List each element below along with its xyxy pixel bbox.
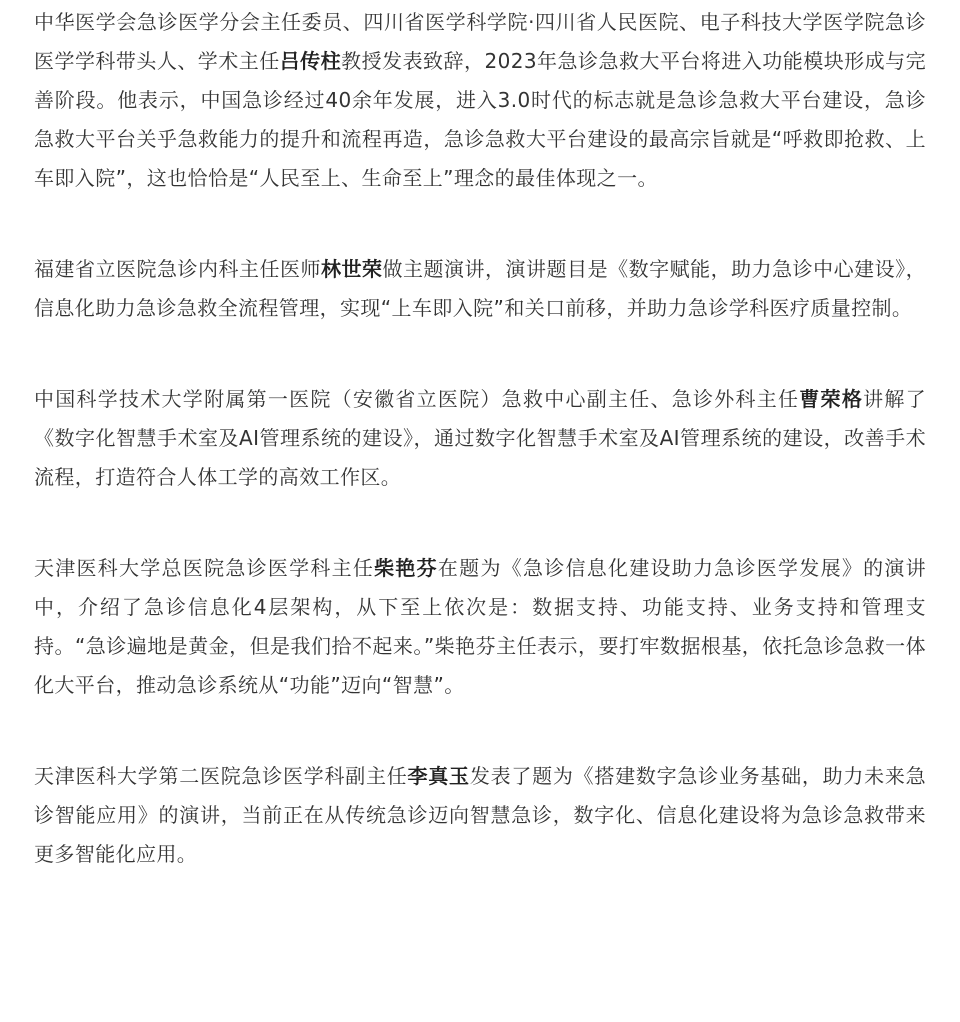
speaker-name: 林世荣	[321, 257, 383, 281]
paragraph-chai-yanfen	[34, 549, 926, 705]
paragraph-text: 天津医科大学总医院急诊医学科主任	[34, 556, 375, 580]
paragraph-cao-rongge	[34, 380, 926, 497]
paragraph-text: 中华医学会急诊医学分会主任委员、四川省医学科学院·四川省人民医院、电子科技大学医学院急诊医学学科带头人、学术主任	[34, 10, 926, 73]
paragraph-text: 天津医科大学第二医院急诊医学科副主任	[34, 764, 408, 788]
paragraph-lin-shirong	[34, 250, 926, 328]
speaker-name: 吕传柱	[279, 49, 342, 73]
paragraph-text: 做主题演讲，演讲题目是《数字赋能，助力急诊中心建设》，信息化助力急诊急救全流程管理，实现“上车即入院”和关口前移，并助力急诊学科医疗质量控制。	[34, 257, 926, 320]
speaker-name: 李真玉	[407, 764, 470, 788]
paragraph-li-zhenyu	[34, 757, 926, 874]
paragraph-text: 讲解了《数字化智慧手术室及AI管理系统的建设》，通过数字化智慧手术室及AI管理系统的建设，改善手术流程，打造符合人体工学的高效工作区。	[34, 387, 926, 489]
paragraph-text: 中国科学技术大学附属第一医院（安徽省立医院）急救中心副主任、急诊外科主任	[34, 387, 800, 411]
paragraph-text: 福建省立医院急诊内科主任医师	[34, 257, 322, 281]
speaker-name: 曹荣格	[799, 387, 864, 411]
paragraph-text: 发表了题为《搭建数字急诊业务基础，助力未来急诊智能应用》的演讲，当前正在从传统急诊迈向智慧急诊，数字化、信息化建设将为急诊急救带来更多智能化应用。	[34, 764, 927, 866]
paragraph-text: 在题为《急诊信息化建设助力急诊医学发展》的演讲中，介绍了急诊信息化4层架构，从下至上依次是：数据支持、功能支持、业务支持和管理支持。“急诊遍地是黄金，但是我们拾不起来。”柴艳芬主任表示，要打牢数据根基，依托急诊急救一体化大平台，推动急诊系统从“功能”迈向“智慧”。	[34, 556, 927, 697]
speaker-name: 柴艳芬	[374, 556, 438, 580]
paragraph-lv-chuanzhu	[34, 0, 926, 198]
paragraph-text: 教授发表致辞，2023年急诊急救大平台将进入功能模块形成与完善阶段。他表示，中国急诊经过40余年发展，进入3.0时代的标志就是急诊急救大平台建设，急诊急救大平台关乎急救能力的提升和流程再造，急诊急救大平台建设的最高宗旨就是“呼救即抢救、上车即入院”，这也恰恰是“人民至上、生命至上”理念的最佳体现之一。	[34, 49, 926, 190]
